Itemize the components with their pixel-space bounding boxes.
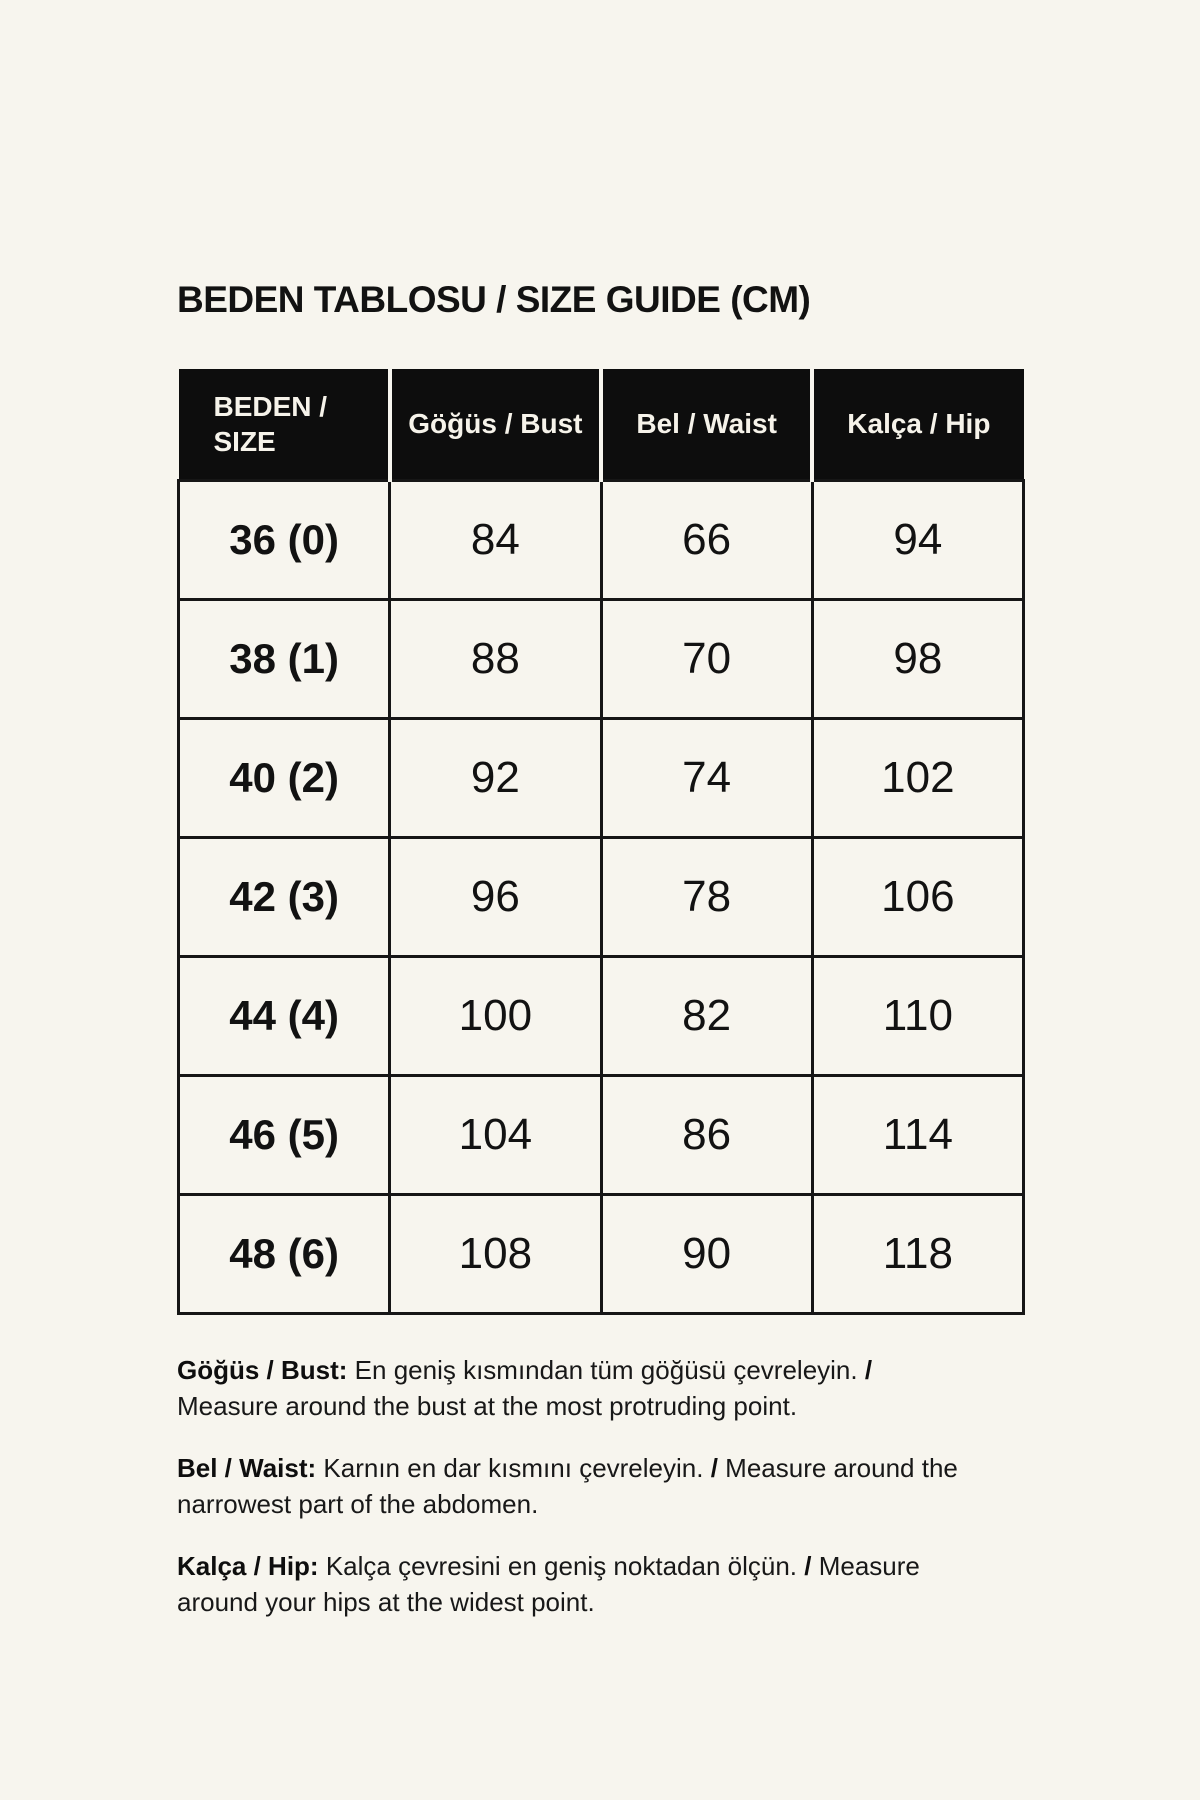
cell-size: 36 (0) [179,480,390,599]
table-row [179,1075,1024,1194]
note-hip-turkish: Kalça çevresini en geniş noktadan ölçün. [325,1551,798,1581]
header-cell-size [179,369,390,480]
note-waist-turkish: Karnın en dar kısmını çevreleyin. [323,1453,704,1483]
cell-size: 40 (2) [179,718,390,837]
table-row [179,480,1024,599]
cell-size: 42 (3) [179,837,390,956]
note-bust-english: Measure around the bust at the most protruding point. [177,1391,798,1421]
cell-hip: 106 [812,837,1023,956]
cell-bust: 108 [390,1194,601,1313]
table-row [179,837,1024,956]
note-bust-turkish: En geniş kısmından tüm göğüsü çevreleyin. [354,1355,858,1385]
cell-waist: 74 [601,718,812,837]
page-title: BEDEN TABLOSU / SIZE GUIDE (CM) [177,279,811,320]
note-waist-separator: / [710,1453,718,1483]
note-bust-term: Göğüs / Bust: [177,1355,348,1385]
note-hip-term: Kalça / Hip: [177,1551,319,1581]
cell-waist: 70 [601,599,812,718]
cell-bust: 96 [390,837,601,956]
cell-bust: 100 [390,956,601,1075]
table-row [179,718,1024,837]
cell-hip: 110 [812,956,1023,1075]
note-waist [177,1450,977,1522]
note-bust-separator: / [864,1355,873,1385]
cell-bust: 88 [390,599,601,718]
note-hip-separator: / [804,1551,812,1581]
header-cell-hip: Kalça / Hip [812,369,1023,480]
header-size-line2: SIZE [213,425,276,457]
measurement-notes [177,1352,977,1646]
header-cell-bust: Göğüs / Bust [390,369,601,480]
cell-bust: 104 [390,1075,601,1194]
cell-size: 44 (4) [179,956,390,1075]
note-waist-term: Bel / Waist: [177,1453,317,1483]
table-row [179,956,1024,1075]
cell-hip: 98 [812,599,1023,718]
note-hip-english: Measure around your hips at the widest point. [177,1551,920,1617]
cell-size: 48 (6) [179,1194,390,1313]
cell-bust: 92 [390,718,601,837]
cell-size: 38 (1) [179,599,390,718]
cell-waist: 82 [601,956,812,1075]
cell-hip: 114 [812,1075,1023,1194]
table-row [179,599,1024,718]
size-guide-table [177,369,1025,1315]
cell-hip: 102 [812,718,1023,837]
cell-waist: 86 [601,1075,812,1194]
cell-hip: 118 [812,1194,1023,1313]
header-size-line1: BEDEN / [213,390,328,422]
cell-waist: 90 [601,1194,812,1313]
table-row [179,1194,1024,1313]
note-bust [177,1352,977,1424]
cell-waist: 78 [601,837,812,956]
note-hip [177,1548,977,1620]
cell-size: 46 (5) [179,1075,390,1194]
cell-hip: 94 [812,480,1023,599]
note-waist-english: Measure around the narrowest part of the abdomen. [177,1453,958,1519]
cell-bust: 84 [390,480,601,599]
cell-waist: 66 [601,480,812,599]
header-cell-waist: Bel / Waist [601,369,812,480]
table-header-row [179,369,1024,480]
